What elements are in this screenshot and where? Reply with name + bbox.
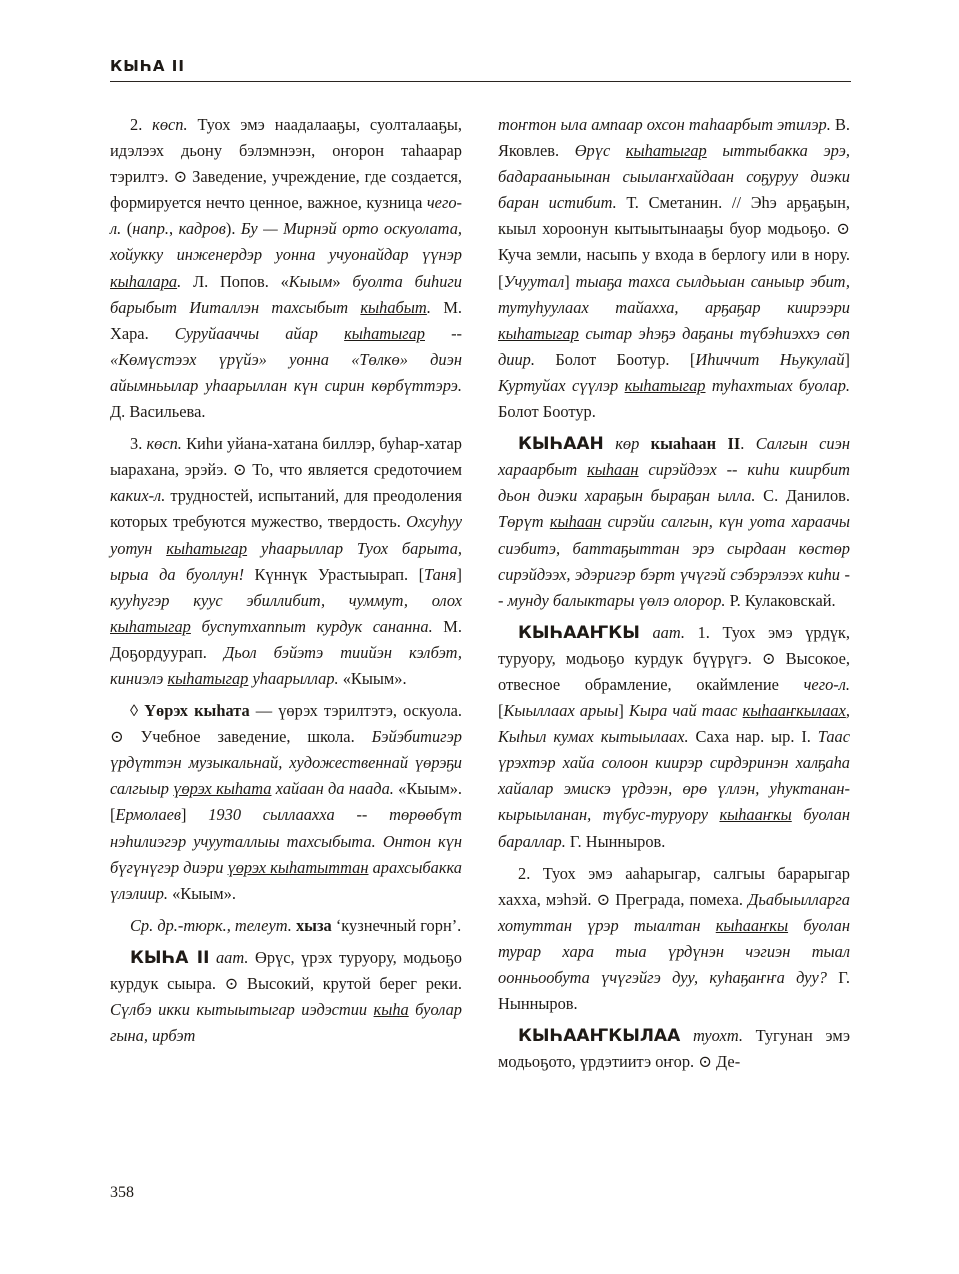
entry-paragraph: ◊ Үөрэх кыһата — үөрэх тэрилтэтэ, оскуола. ⊙ Учебное заведение, школа. Бэйэбитигэр үрдүттэн музыкальнай, художественнай үөрэҕи салгыыр үөрэх кыһата хайаан да наада. «Кыым». [Ермолаев] 1930 сыллааххa -- төрөөбүт нэһилиэгэр учууталлыы тахсыбыта. Онтон күн бүгүнүгэр диэри үөрэх кыһатыттан арахсыбакка үлэлиир. «Кыым». bbox=[110, 701, 462, 903]
entry-paragraph: 2. көсп. Туох эмэ наадалааҕы, суолталааҕы, идэлээх дьону бэлэмнээн, оҥорон таһаарар тэрилтэ. ⊙ Заведение, учреждение, где создается, формируется нечто ценное, важное, кузница чего-л. (напр., кадров). Бу — Мирнэй орто оскуолата, хойукку инженердэр уонна учуонайдар үүнэр кыһалара. Л. Попов. «Кыым» буолта биһиги барыбыт Ииталлэн тахсыбыт кыһабыт. М. Хара. Суруйааччы айар кыһатыгар -- «Көмүстээх үрүйэ» уонна «Төлкө» диэн айымньылар уһаарыллан күн сирин көрбүттэрэ. Д. Васильева. bbox=[110, 115, 463, 422]
entry-paragraph: КЫҺААҤКЫ аат. 1. Туох эмэ үрдүк, туруору, модьоҕо курдук бүүрүгэ. ⊙ Высокое, отвесное обрамление, окаймление чего-л. [Кыыллаах арыы] Кыра чай таас кыһааҥкылаах, Кыһыл кумах кытыылаах. Саха нар. ыр. I. Таас үрэхтэр хайа солоон киирэр сирдэринэн халҕаһа хайалар эмискэ үрдээн, өрө үллэн, уһуктанан-кырыыланан, түбус-туруору кыһааҥкы буолан бараллар. Г. Нынныров. bbox=[498, 622, 850, 851]
running-header bbox=[110, 57, 851, 82]
entry-paragraph: 3. көсп. Киһи уйана-хатана биллэр, буһар-хатар ыарахана, эрэйэ. ⊙ То, что является средоточием каких-л. трудностей, испытаний, для преодоления которых требуются мужество, твердость. Охсуһуу уотун кыһатыгар уһаарыллар Туох барыта, ырыа да буоллун! Күннүк Урастыырап. [Таня] кууһугэр куус эбиллибит, чуммут, олох кыһатыгар буспутхаппыт курдук сананна. М. Доҕордуурап. Дьол бэйэтэ тиийэн кэлбэт, киниэлэ кыһатыгар уһаарыллар. «Кыым». bbox=[110, 434, 462, 688]
entry-paragraph: Ср. др.-тюрк., телеут. хыза ‘кузнечный горн’. bbox=[130, 915, 462, 935]
running-head-title: КЫҺА II bbox=[110, 57, 185, 75]
entry-paragraph: КЫҺА II аат. Өрүс, үрэх туруору, модьоҕо курдук сыыра. ⊙ Высокий, крутой берег реки. Сүлбэ икки кытыытыгар иэдэстии кыһа буолар гына, ирбэт bbox=[110, 947, 463, 1046]
right-column bbox=[498, 112, 850, 1081]
entry-paragraph: 2. Туох эмэ ааһарыгар, салгыы барарыгар хахха, мэһэй. ⊙ Преграда, помеха. Дьабыылларга хотуттан үрэр тыалтан кыһааҥкы буолан турар хара тыа үрдүнэн чэгиэн тыал оонньообута үчүгэйгэ дуу, куһаҕаҥҥа дуу? Г. Нынныров. bbox=[498, 863, 850, 1014]
entry-paragraph: КЫҺААҤКЫЛАА туохт. Тугунан эмэ модьоҕото, үрдэтиитэ оҥор. ⊙ Де- bbox=[498, 1026, 850, 1072]
left-column bbox=[110, 112, 462, 1055]
page-number: 358 bbox=[110, 1184, 134, 1201]
entry-paragraph: тоҥтон ыла ампаар охсон таһаарбыт этилэр. В. Яковлев. Өрүс кыһатыгар ыттыбакка эрэ, бадарааныынан сыылаҥхайдаан соҕуруу диэки баран истибит. Т. Сметанин. // Эһэ арҕаҕын, кыыл хороонун кытыытынааҕы буор модьоҕо. ⊙ Куча земли, насыпь у входа в берлогу или в нору. [Учуутал] тыаҕа тахса сылдьыан саныыр эбит, тутуһуулаах тайахха, арҕаҕар киирээри кыһатыгар сытар эһэҕэ даҕаны түбэһиэххэ сөп диир. Болот Боотур. [Иһиччит Ньукулай] Куртуйах сүүлэр кыһатыгар туһахтыах буолар. Болот Боотур. bbox=[498, 115, 850, 422]
entry-paragraph: КЫҺААН көр кыаһаан II. Салгын сиэн хараарбыт кыһаан сирэйдээх -- киһи киирбит дьон диэки хараҕын быраҕан ылла. С. Данилов. Төрүт кыһаан сирэйи салгын, күн уота хараачы сиэбитэ, баттаҕыттан эрэ сырдаан көстөр сирэйдээх, эдэригэр бэрт үчүгэй сэбэрэлээх киһи -- мунду балыктары үөлэ олорор. Р. Кулаковскай. bbox=[498, 434, 851, 610]
